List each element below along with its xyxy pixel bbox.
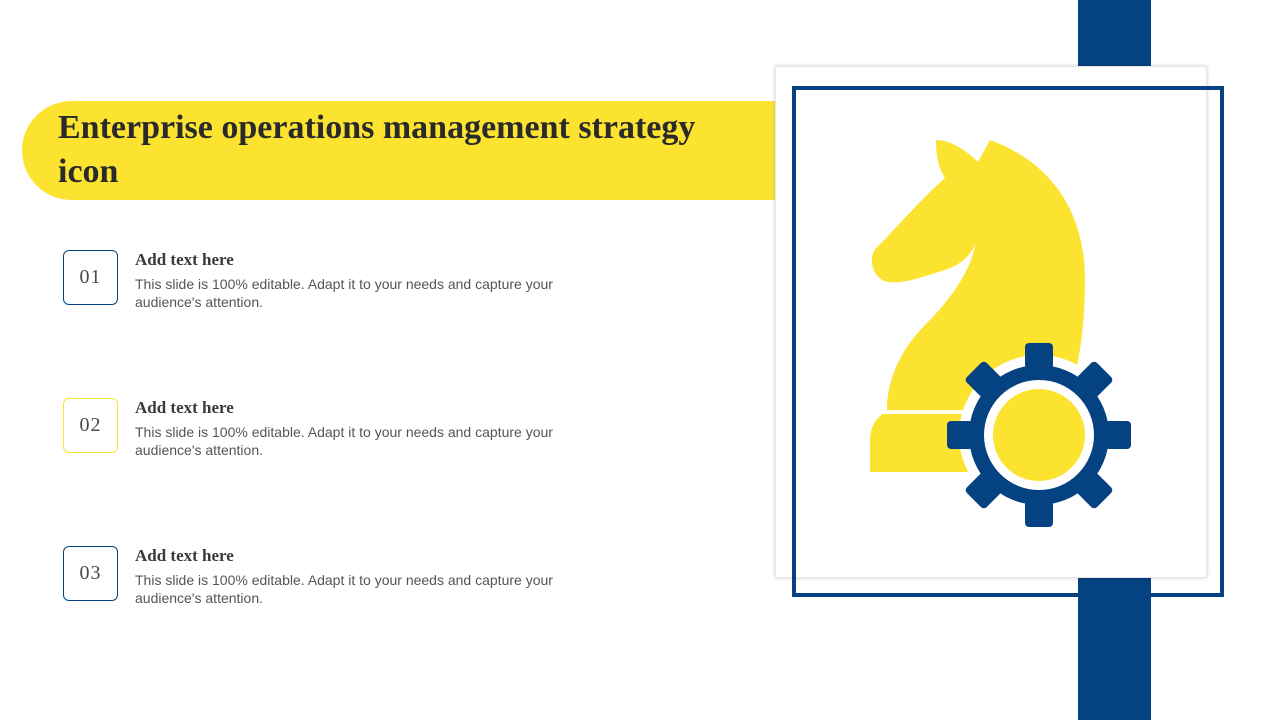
list-item bbox=[63, 250, 623, 320]
item-number-badge: 02 bbox=[63, 398, 118, 453]
item-body: This slide is 100% editable. Adapt it to your needs and capture your audience's attention. bbox=[135, 424, 553, 458]
item-heading: Add text here bbox=[135, 546, 234, 565]
item-body: This slide is 100% editable. Adapt it to your needs and capture your audience's attention. bbox=[135, 276, 553, 310]
item-body: This slide is 100% editable. Adapt it to your needs and capture your audience's attention. bbox=[135, 572, 553, 606]
item-number-badge: 01 bbox=[63, 250, 118, 305]
gear-icon bbox=[947, 343, 1131, 527]
item-number-badge: 03 bbox=[63, 546, 118, 601]
list-item bbox=[63, 398, 623, 468]
item-heading: Add text here bbox=[135, 398, 234, 417]
item-heading: Add text here bbox=[135, 250, 234, 269]
slide-title: Enterprise operations management strategy icon bbox=[58, 109, 696, 190]
list-item bbox=[63, 546, 623, 616]
